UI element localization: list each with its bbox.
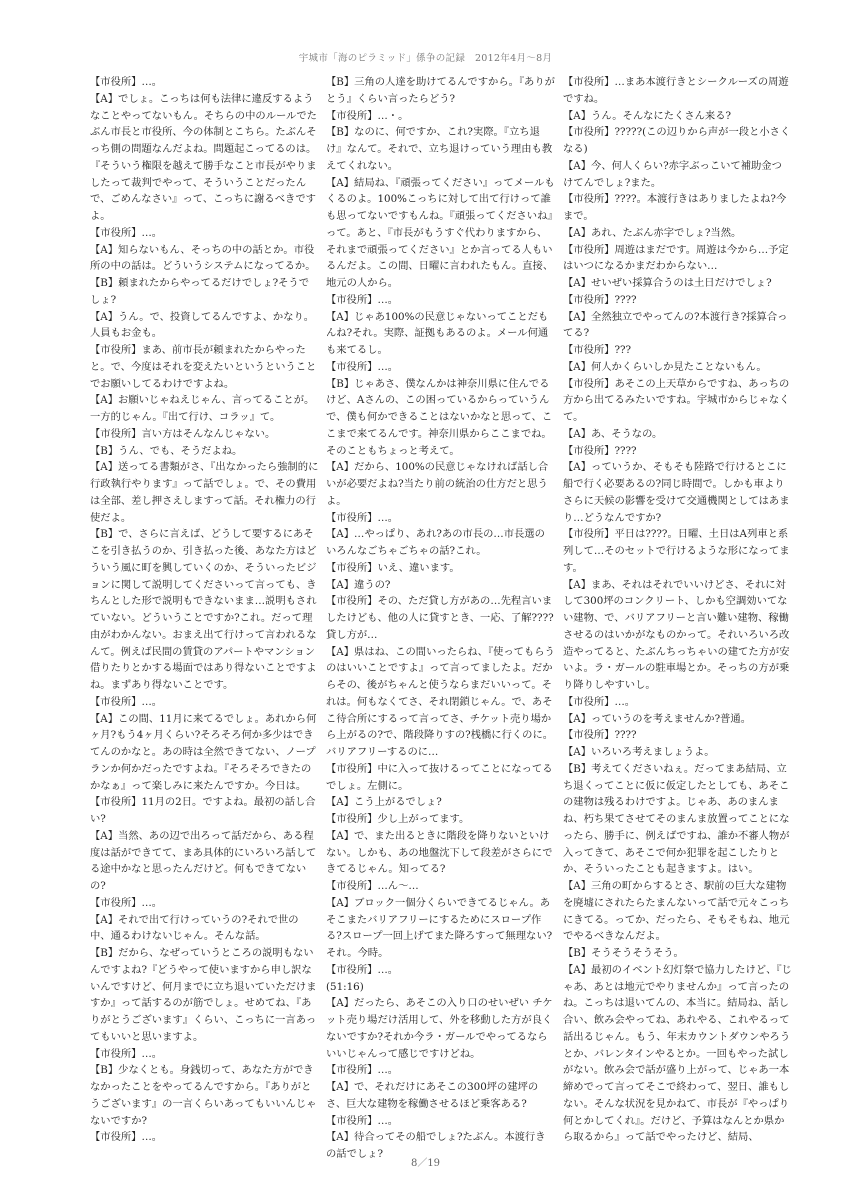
dialogue-line: 【市役所】いえ、違います。	[326, 561, 460, 574]
dialogue-line: 【市役所】?????(この辺りから声が一段と小さくなる)	[563, 126, 791, 155]
dialogue-line: 【A】だから、100%の民意じゃなければ話し合いが必要だよね?当たり前の統治の仕方だと思うよ。	[326, 461, 549, 507]
dialogue-line: 【市役所】…。	[90, 695, 163, 708]
dialogue-line: 【市役所】…。	[563, 695, 636, 708]
dialogue-line: 【A】全然独立でやってんの?本渡行き?採算合ってる?	[563, 310, 788, 340]
dialogue-line: 【A】いろいろ考えましょうよ。	[563, 746, 715, 758]
dialogue-line: 【市役所】…。	[326, 1064, 399, 1077]
dialogue-line: 【A】違うの?	[326, 578, 391, 591]
dialogue-line: 【市役所】あそこの上天草からですね、あっちの方から出てるみたいですね。宇城市からじゃなくて。	[563, 377, 790, 423]
dialogue-line: 【A】あ、そうなの。	[563, 427, 663, 440]
dialogue-line: 【市役所】…。	[90, 76, 163, 88]
dialogue-line: 【B】じゃあさ、僕なんかは神奈川県に住んでるけど、Aさんの、この困っているからっていうんで、僕も何かできることはないかなと思って、ここまで来てるんです。神奈川県からここまでね。そのこともちょっと考えて。	[326, 377, 553, 457]
dialogue-line: 【市役所】少し上がってます。	[326, 813, 470, 825]
text-column-3	[563, 74, 792, 1146]
dialogue-line: 【A】送ってる書類がさ、『出なかったら強制的に行政執行やります』って話でしょ。で、その費用は全部、差し押さえしますって話。それ権力の行使だよ。	[90, 461, 319, 524]
text-column-1	[90, 74, 319, 1146]
dialogue-line: 【A】じゃあ100%の民意じゃないってことだもんね?それ。実際、証拠もあるのよ。メール何通も来てるし。	[326, 310, 549, 356]
dialogue-line: 【B】うん、でも、そうだよね。	[90, 444, 243, 457]
dialogue-line: 【A】…やっぱり、あれ?あの市長の…市長選のいろんなごちゃごちゃの話?これ。	[326, 528, 545, 557]
dialogue-line: 【A】せいぜい採算合うのは土日だけでしょ?	[563, 277, 772, 289]
dialogue-line: 【A】待合ってその船でしょ?たぶん。本渡行きの話でしょ?	[326, 1131, 546, 1160]
dialogue-line: 【市役所】…。	[326, 963, 399, 976]
dialogue-line: 【市役所】まあ、前市長が頼まれたからやったと。で、今度はそれを変えたいというということでお願いしてるわけですよね。	[90, 344, 317, 390]
dialogue-line: 【A】でしょ。こっちは何も法律に違反するようなことやってないもん。そちらの中のルールでたぶん市長と市役所、今の体制とこちら。たぶんそっち側の問題なんだよね。問題起こってるのは。『そういう権限を越えて勝手なこと市長がやりましたって裁判でやって、そういうことだったんで、ごめんなさい』って、こっちに謝るべきですよ。	[90, 92, 317, 222]
dialogue-line: 【市役所】…。	[326, 1114, 399, 1127]
dialogue-line: 【A】まあ、それはそれでいいけどさ、それに対して300坪のコンクリート、しかも空調効いてない建物、で、バリアフリーと言い難い建物、稼働させるのはいかがなものかって。それいろいろ改造やってると、たぶんちっちゃいの建てた方が安いよ。ラ・ガールの駐車場とか。そっちの方が乗り降りしやすいし。	[563, 578, 790, 691]
dialogue-line: 【A】あれ、たぶん赤字でしょ?当然。	[563, 226, 742, 239]
dialogue-line: 【A】で、それだけにあそこの300坪の建坪のさ、巨大な建物を稼働させるほど乗客ある?	[326, 1081, 539, 1110]
dialogue-line: 【B】だから、なぜっていうところの説明もないんですよね?『どうやって使いますから申し訳ないんですけど、何月までに立ち退いていただけますか』って話するのが筋でしょ。せめてね、『ありがとうございます』くらい、こっちに一言あってもいいと思いますよ。	[90, 947, 317, 1043]
page-number: 8／19	[410, 1158, 441, 1169]
dialogue-line: (51:16)	[326, 980, 364, 993]
dialogue-line: 【A】この間、11月に来てるでしょ。あれから何ヶ月?もう4ヶ月くらい?そろそろ何か多少はできてんのかなと。あの時は全然できてない、ノープランか何かだったですよね。『そろそろできたのかなぁ』って楽しみに来たんですか。今日は。	[90, 712, 317, 792]
dialogue-line: 【A】こう上がるでしょ?	[326, 796, 442, 809]
dialogue-line: 【B】考えてくださいねぇ。だってまあ結局、立ち退くってことに仮に仮定したとしても、あそこの建物は残るわけですよ。じゃあ、あのまんまね、朽ち果てさせてそのまんま放置ってことになったら、勝手に、例えばですね、誰か不審人物が入ってきて、あそこで何か犯罪を起こしたりとか、そういったことも起きますよ。はい。	[563, 762, 790, 876]
dialogue-line: 【市役所】????	[563, 293, 637, 306]
dialogue-line: 【A】だったら、あそこの入り口のせいぜい チケット売り場だけ活用して、外を移動した方が良くないですか?それか今ラ・ガールでやってるならいいじゃんって感じですけどね。	[326, 997, 553, 1060]
dialogue-line: 【A】県はね、この間いったらね、『使ってもらうのはいいことですよ』って言ってましたよ。だからその、後がちゃんと使うならまだいいって。それは。何もなくてさ、それ閉鎖じゃん。で、あそこ待合所にするって言ってさ、チケット売り場から上がるの?で、階段降りすの?桟橋に行くのに。バリアフリーするのに…	[326, 645, 555, 758]
dialogue-line: 【市役所】言い方はそんなんじゃない。	[90, 427, 276, 440]
dialogue-line: 【A】っていうのを考えませんか?普通。	[563, 712, 752, 725]
dialogue-line: 【市役所】…。	[326, 511, 399, 524]
dialogue-line: 【A】最初のイベント幻灯祭で協力したけど、『じゃあ、あとは地元でやりませんか』って言ったのね。こっちは退いてんの、本当に。結局ね、話し合い、飲み会やってね、あれやる、これやるって話出るじゃん。もう、年末カウントダウンやろうとか、バレンタインやるとか。一回もやった試しがない。飲み会で話が盛り上がって、じゃあ一本締めでって言ってそこで終わって、翌日、誰もしない。そんな状況を見かねて、市長が『やっぱり何とかしてくれ』。だけど、予算はなんとか県から取るから』って話でやったけど、結局、	[563, 963, 792, 1144]
dialogue-line: 【B】三角の人達を助けてるんですから。『ありがとう』くらい言ったらどう?	[326, 76, 555, 105]
dialogue-line: 【市役所】その、ただ貸し方があの…先程言いましたけども、他の人に貸すとき、一応、了解????貸し方が…	[326, 595, 554, 641]
dialogue-line: 【A】当然、あの辺で出ろって話だから、ある程度は話ができてて、まあ具体的にいろいろ話してる途中かなと思ったんだけど。何もできてないの?	[90, 829, 317, 892]
dialogue-line: 【A】で、また出るときに階段を降りないといけない。しかも、あの地盤沈下して段差がさらにできてるじゃん。知ってる?	[326, 829, 553, 876]
dialogue-line: 【市役所】…。	[90, 1131, 163, 1144]
dialogue-line: 【市役所】中に入って抜けるってことになってるでしょ。左側に。	[326, 762, 553, 792]
dialogue-line: 【B】なのに、何ですか、これ?実際。『立ち退け』なんて。それで、立ち退けっていう理由も教えてくれない。	[326, 126, 553, 172]
dialogue-line: 【A】それで出て行けっていうの?それで世の中、通るわけないじゃん。そんな話。	[90, 913, 299, 943]
dialogue-line: 【市役所】…。	[90, 226, 163, 239]
dialogue-line: 【B】で、さらに言えば、どうして要するにあそこを引き払うのか、引き払った後、あなた方はどういう風に町を興していくのか、そういったビジョンに関して説明してくださいって言っても、きちんとした形で説明もできないまま…説明もされていない。どういうことですか?これ。だって理由がわかんない。おまえ出て行けって言われるなんて。例えば民間の賃貸のアパートやマンション借りたりとかする場面ではあり得ないことですよね。まずあり得ないことです。	[90, 528, 317, 691]
dialogue-line: 【A】っていうか、そもそも陸路で行けるとこに船で行く必要あるの?同じ時間で。しかも車よりさらに天候の影響を受けて交通機関としてはあまり…どうなんですか?	[563, 461, 790, 524]
dialogue-line: 【A】結局ね、『頑張ってください』ってメールもくるのよ。100%こっちに対して出て行けって誰も思ってないですもんね。『頑張ってくださいね』って。あと、『市長がもうすぐ代わりますから、それまで頑張ってください』とか言ってる人もいるんだよ。この間、日曜に言われたもん。直接、地元の人から。	[326, 176, 555, 289]
dialogue-line: 【A】三角の町からするとさ、駅前の巨大な建物を廃墟にされたらたまんないって話で元々こっちにきてる。ってか、だったら、そもそもね、地元でやるべきなんだよ。	[563, 880, 790, 943]
text-column-2	[326, 74, 555, 1163]
dialogue-line: 【市役所】…ん～…	[326, 880, 419, 892]
dialogue-line: 【市役所】????	[563, 444, 637, 457]
dialogue-line: 【市役所】????。本渡行きはありましたよね?今まで。	[563, 193, 787, 222]
dialogue-line: 【B】少なくとも。身銭切って、あなた方ができなかったことをやってるんですから。『ありがとうございます』の一言くらいあってもいいんじゃないですか?	[90, 1064, 317, 1127]
running-header: 宇城市「海のピラミッド」係争の記録 2012年4月～8月	[298, 53, 553, 64]
dialogue-line: 【A】今、何人くらい?赤字ぶっこいて補助金つけてんでしょ?また。	[563, 159, 782, 189]
dialogue-line: 【B】そうそうそうそう。	[563, 947, 684, 959]
dialogue-line: 【市役所】…。	[326, 293, 399, 306]
dialogue-line: 【A】うん。そんなにたくさん来る?	[563, 109, 732, 122]
dialogue-line: 【A】ブロック一個分くらいできてるじゃん。あそこまたバリアフリーにするためにスロープ作る?スロープ一回上げてまた降ろすって無理ない?それ。今時。	[326, 896, 553, 959]
dialogue-line: 【市役所】????	[563, 729, 637, 742]
dialogue-line: 【市役所】…まあ本渡行きとシークルーズの周遊ですね。	[563, 76, 789, 105]
dialogue-line: 【市役所】11月の2日。ですよね。最初の話し合い?	[90, 796, 316, 825]
dialogue-line: 【市役所】平日は????。日曜、土日はA列車と系列して…そのセットで行けるような形になってます。	[563, 528, 790, 574]
dialogue-line: 【市役所】…。	[90, 1047, 163, 1060]
dialogue-line: 【A】うん。で、投資してるんですよ、かなり。人員もお金も。	[90, 310, 315, 340]
dialogue-line: 【市役所】…。	[90, 896, 163, 909]
dialogue-line: 【市役所】???	[563, 344, 632, 356]
dialogue-line: 【市役所】周遊はまだです。周遊は今から…予定はいつになるかまだわからない…	[563, 243, 789, 273]
dialogue-line: 【A】お願いじゃねえじゃん、言ってることが。一方的じゃん。『出て行け、コラッ』て。	[90, 394, 315, 423]
dialogue-line: 【B】頼まれたからやってるだけでしょ?そうでしょ?	[90, 277, 310, 306]
dialogue-line: 【A】何人かくらいしか見たことないもん。	[563, 360, 767, 373]
dialogue-line: 【市役所】…。	[326, 360, 399, 373]
dialogue-line: 【市役所】…・。	[326, 109, 409, 122]
dialogue-line: 【A】知らないもん、そっちの中の話とか。市役所の中の話は。どういうシステムになってるか。	[90, 243, 316, 273]
